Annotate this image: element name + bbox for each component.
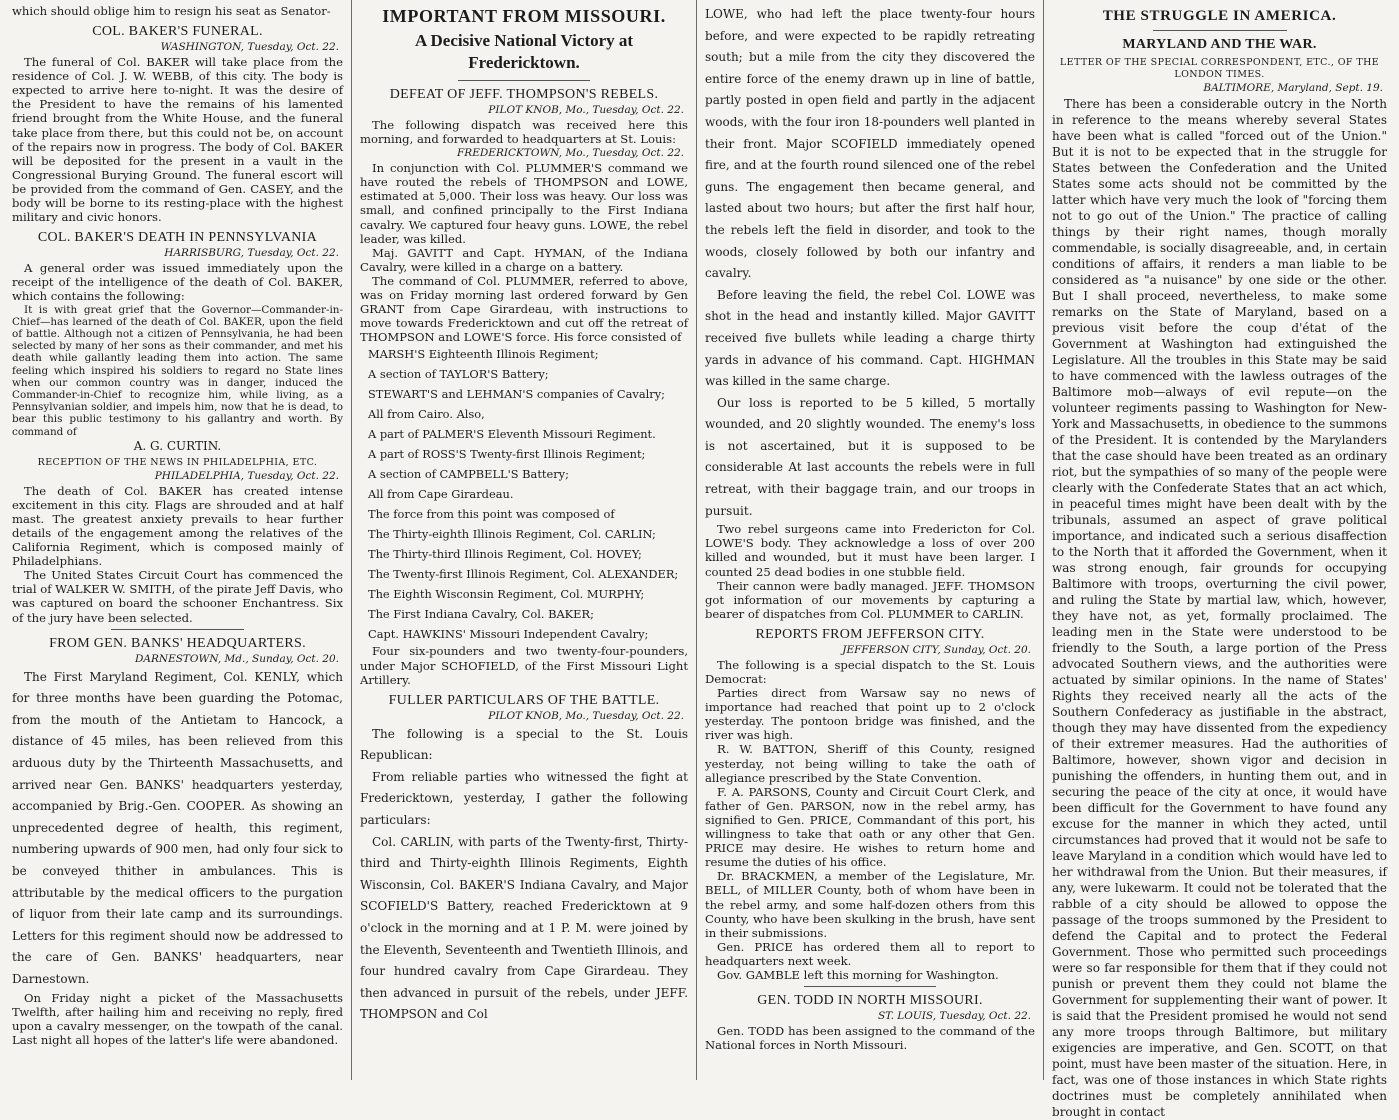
- article-paragraph: LOWE, who had left the place twenty-four hours before, and were expected to be rapidly retreating south; but a mile from the city they discovered the entire force of the enemy drawn up in line of battle, partly posted in open field and partly in the adjacent woods, with the four iron 18-pounders well planted in their front. Major SCOFIELD immediately opened fire, and at the fourth round silenced one of the rebel guns. The engagement then became general, and lasted about two hours; but after the first half hour, the rebels left the field in disorder, and took to the woods, closely followed by both our infantry and cavalry.: [705, 7, 1036, 281]
- maryland-headline: MARYLAND AND THE WAR.: [1122, 37, 1317, 52]
- column-4: [1044, 0, 1395, 1119]
- article-paragraph: The death of Col. BAKER has created intense excitement in this city. Flags are shrouded and at half mast. The greatest anxiety prevails to hear further details of the engagement among the relatives of the California Regiment, which is composed mainly of Philadelphians.: [12, 483, 343, 569]
- article-paragraph: The United States Circuit Court has commenced the trial of WALKER W. SMITH, of the pirate Jeff Davis, who was captured on board the schooner Enchantress. Six of the jury have been selected.: [12, 568, 343, 625]
- article-paragraph: Gen. TODD has been assigned to the command of the National forces in North Missouri.: [705, 1024, 1036, 1053]
- article-paragraph: Our loss is reported to be 5 killed, 5 mortally wounded, and 20 slightly wounded. The enemy's loss is not ascertained, but it is supposed to be considerable At last accounts the rebels were in full retreat, with their baggage train, and our troops in pursuit.: [705, 395, 1036, 518]
- unit-line: All from Cape Girardeau.: [368, 487, 514, 502]
- column-rule: [804, 986, 936, 987]
- article-paragraph: The following dispatch was received here this morning, and forwarded to headquarters at St. Louis:: [360, 118, 689, 147]
- article-paragraph: Two rebel surgeons came into Fredericton for Col. LOWE'S body. They acknowledge a loss of over 200 killed and wounded, but it must have been larger. I counted 25 dead bodies in one stubble field.: [705, 522, 1036, 579]
- letter-subheading: LETTER OF THE SPECIAL CORRESPONDENT, ETC., OF THE LONDON TIMES.: [1059, 57, 1380, 80]
- struggle-headline: THE STRUGGLE IN AMERICA.: [1102, 8, 1337, 24]
- unit-line: The Twenty-first Illinois Regiment, Col. ALEXANDER;: [368, 567, 679, 582]
- dateline: PILOT KNOB, Mo., Tuesday, Oct. 22.: [488, 709, 685, 722]
- article-paragraph: On Friday night a picket of the Massachusetts Twelfth, after hailing him and receiving no reply, fired upon a cavalry messenger, on the towpath of the canal. Last night all hopes of the latter's life were abandoned.: [12, 990, 343, 1047]
- dateline: ST. LOUIS, Tuesday, Oct. 22.: [877, 1010, 1032, 1023]
- todd-headline: GEN. TODD IN NORTH MISSOURI.: [757, 993, 983, 1009]
- column-3: [697, 0, 1044, 1080]
- dateline: FREDERICKTOWN, Mo., Tuesday, Oct. 22.: [457, 147, 685, 160]
- article-paragraph: In conjunction with Col. PLUMMER'S command we have routed the rebels of THOMPSON and LOWE, estimated at 5,000. Their loss was heavy. Our loss was small, and confined principally to the First Indiana cavalry. We captured four heavy guns. LOWE, the rebel leader, was killed.: [360, 161, 689, 246]
- article-paragraph: Maj. GAVITT and Capt. HYMAN, of the Indiana Cavalry, were killed in a charge on a battery.: [360, 245, 689, 274]
- jefferson-headline: REPORTS FROM JEFFERSON CITY.: [755, 626, 985, 642]
- article-paragraph: The command of Col. PLUMMER, referred to above, was on Friday morning last ordered forward by Gen GRANT from Cape Girardeau, with instructions to move towards Fredericktown and cut off the retreat of THOMPSON and LOWE'S force. His force consisted of: [360, 273, 689, 345]
- article-paragraph: R. W. BATTON, Sheriff of this County, resigned yesterday, not being willing to take the oath of allegiance prescribed by the State Convention.: [705, 742, 1036, 785]
- article-paragraph: The funeral of Col. BAKER will take place from the residence of Col. J. W. WEBB, of this city. The body is expected to arrive here to-night. It was the desire of the President to have the remains of his lamented friend brought from the White House, and the funeral take place from there, but this could not be, on account of the repairs now in progress. The body of Col. BAKER will be deposited for the present in a vault in the Congressional Burying Ground. The funeral escort will be provided from the command of Gen. CASEY, and the body will be borne to its resting-place with the highest military and civic honors.: [12, 55, 343, 225]
- article-paragraph: A general order was issued immediately upon the receipt of the intelligence of the death of Col. BAKER, which contains the following:: [12, 261, 343, 304]
- thompson-headline: DEFEAT OF JEFF. THOMPSON'S REBELS.: [389, 87, 659, 102]
- banks-headline: FROM GEN. BANKS' HEADQUARTERS.: [49, 635, 306, 651]
- dateline: DARNESTOWN, Md., Sunday, Oct. 20.: [134, 652, 339, 665]
- dateline: BALTIMORE, Maryland, Sept. 19.: [1203, 82, 1383, 94]
- article-paragraph: Parties direct from Warsaw say no news of importance had reached that point up to 2 o'clock yesterday. The pontoon bridge was finished, and the river was high.: [705, 686, 1036, 743]
- general-order-quote: It is with great grief that the Governor—Commander-in-Chief—has learned of the death of Col. BAKER, upon the field of battle. Although not a citizen of Pennsylvania, he had been selected by many of her sons as their commander, and met his death while gallantly leading them into action. The same feeling which inspired his soldiers to regard no State lines when our common country was in danger, induced the Commander-in-Chief to recognize him, while living, as a Pennsylvanian soldier, and impels him, now that he is dead, to bear this public testimony to his gallantry and worth. By command of: [12, 303, 343, 438]
- dateline: PILOT KNOB, Mo., Tuesday, Oct. 22.: [488, 104, 685, 116]
- article-paragraph: The following is a special to the St. Louis Republican:: [360, 726, 689, 763]
- article-paragraph: From reliable parties who witnessed the fight at Fredericktown, yesterday, I gather the following particulars:: [360, 769, 689, 828]
- column-rule: [458, 80, 589, 81]
- unit-line: MARSH'S Eighteenth Illinois Regiment;: [368, 347, 599, 362]
- article-paragraph: Col. CARLIN, with parts of the Twenty-first, Thirty-third and Thirty-eighth Illinois Regiments, Eighth Wisconsin, Col. BAKER'S Indiana Cavalry, and Major SCOFIELD'S Battery, reached Fredericktown at 9 o'clock in the morning and at 1 P. M. were joined by the Eleventh, Seventeenth and Twentieth Illinois, and four hundred cavalry from Cape Girardeau. They then advanced in pursuit of the rebels, under JEFF. THOMPSON and Col: [360, 834, 689, 1022]
- article-paragraph: There has been a considerable outcry in the North in reference to the means whereby several States have been what is called "forced out of the Union." But it is not to be expected that in the struggle for States between the Confederation and the United States some acts should not be committed by the latter which have very much the look of "forcing them not to go out of the Union." The practice of calling things by their right names, though morally commendable, is socially disagreeable, and, in certain conditions of affairs, it renders a man liable to be considered as "a nuisance" by one side or the other. But I shall proceed, nevertheless, to make some remarks on the State of Maryland, based on a previous visit before the coup d'état of the Government at Washington had extinguished the Legislature. All the troubles in this State may be said to have commenced with the lawless outrages of the Baltimore mob—always of evil repute—on the volunteer regiments passing to Washington for New-York and Massachusetts, in obedience to the summons of the President. It is contended by the Marylanders that the case should have been treated as an ordinary riot, but the sympathies of so many of the people were clearly with the Confederate States that an act which, in peaceful times might have been dealt with by the tribunals, assumed an aspect of grave political importance, and indicated such a serious disaffection to the North that it afforded the Government, when it was strong enough, fair grounds for occupying Baltimore with troops, overturning the civil power, and ruling the State by martial law, which, however, they have not, as yet, formally proclaimed. The leading men in the State were understood to be friendly to the South, a large portion of the Press advocated Southern views, and the authorities were actuated by similar opinions. In the name of States' Rights they received nearly all the acts of the Southern Confederacy as justifiable in the abstract, though they may have dissented from the expediency of their extremer measures. Had the authorities of Baltimore, however, shown vigor and decision in punishing the offenders, in hunting them out, and in securing the peace of the city at once, it would have been difficult for the Government to have found any excuse for the manner in which they acted, until circumstances had proved that it would not be safe to leave Maryland in a condition which would have led to her withdrawal from the Union. But their measures, if any, were lukewarm. It could not be tolerated that the rabble of a city should be allowed to oppose the passage of the troops summoned by the President to defend the Capital and to protect the Federal Government. Those who permitted such proceedings were so far responsible for them that if they could not punish or prevent them they could not blame the Government for supplementing their want of power. It is said that the President promised he would not send any more troops through Baltimore, but military exigencies are imperative, and Gen. SCOTT, on that point, must have been master of the situation. Here, in fact, was one of those instances in which State rights doctrines must be completely annihilated when brought in contact: [1052, 97, 1387, 1119]
- unit-line: A part of ROSS'S Twenty-first Illinois Regiment;: [368, 447, 646, 462]
- unit-list: [360, 344, 688, 644]
- baker-pennsylvania-headline: COL. BAKER'S DEATH IN PENNSYLVANIA: [37, 230, 318, 246]
- baker-funeral-headline: COL. BAKER'S FUNERAL.: [92, 24, 263, 40]
- dateline: JEFFERSON CITY, Sunday, Oct. 20.: [842, 643, 1032, 656]
- column-2: [352, 0, 697, 1080]
- article-paragraph: Their cannon were badly managed. JEFF. THOMSON got information of our movements by capturing a bearer of dispatches from Col. PLUMMER to CARLIN.: [705, 578, 1036, 621]
- lead-in-text: which should oblige him to resign his seat as Senator-: [12, 4, 331, 18]
- unit-line: All from Cairo. Also,: [368, 407, 485, 422]
- unit-line: A part of PALMER'S Eleventh Missouri Regiment.: [368, 427, 656, 442]
- unit-line: The First Indiana Cavalry, Col. BAKER;: [368, 607, 594, 622]
- fuller-headline: FULLER PARTICULARS OF THE BATTLE.: [388, 692, 660, 708]
- unit-line: The Eighth Wisconsin Regiment, Col. MURPHY;: [368, 587, 645, 602]
- column-1: [4, 0, 352, 1080]
- dateline: HARRISBURG, Tuesday, Oct. 22.: [164, 247, 339, 260]
- unit-line: The Thirty-eighth Illinois Regiment, Col. CARLIN;: [368, 527, 656, 542]
- unit-line: The Thirty-third Illinois Regiment, Col. HOVEY;: [368, 547, 642, 562]
- article-paragraph: Gen. PRICE has ordered them all to report to headquarters next week.: [705, 939, 1036, 968]
- article-paragraph: Before leaving the field, the rebel Col. LOWE was shot in the head and instantly killed. Major GAVITT received five bullets while leading a charge thirty yards in advance of his command. Capt. HIGHMAN was killed in the same charge.: [705, 287, 1036, 389]
- article-paragraph: Dr. BRACKMEN, a member of the Legislature, Mr. BELL, of MILLER County, both of whom have been in the rebel army, and some half-dozen others from this County, who have been skulking in the brush, have sent in their submissions.: [705, 869, 1036, 940]
- victory-deck: A Decisive National Victory at Fredericktown.: [414, 31, 634, 72]
- unit-line: STEWART'S and LEHMAN'S companies of Cavalry;: [368, 387, 665, 402]
- dateline: WASHINGTON, Tuesday, Oct. 22.: [160, 41, 339, 54]
- unit-line: A section of CAMPBELL'S Battery;: [368, 467, 569, 482]
- column-rule: [111, 629, 243, 630]
- unit-line: A section of TAYLOR'S Battery;: [368, 367, 549, 382]
- unit-line: The force from this point was composed of: [368, 507, 615, 522]
- article-paragraph: Gov. GAMBLE left this morning for Washington.: [717, 967, 999, 982]
- reception-headline: RECEPTION OF THE NEWS IN PHILADELPHIA, ETC.: [37, 456, 318, 468]
- missouri-headline: IMPORTANT FROM MISSOURI.: [382, 6, 666, 26]
- article-paragraph: The following is a special dispatch to the St. Louis Democrat:: [705, 657, 1036, 686]
- column-rule: [1153, 30, 1287, 31]
- article-paragraph: F. A. PARSONS, County and Circuit Court Clerk, and father of Gen. PARSON, now in the rebel army, has signified to Gen. PRICE, Commandant of this port, his willingness to take that oath or any other that Gen. PRICE may desire. He wishes to return home and resume the duties of his office.: [705, 784, 1036, 870]
- dateline: PHILADELPHIA, Tuesday, Oct. 22.: [154, 469, 339, 482]
- article-paragraph: Four six-pounders and two twenty-four-pounders, under Major SCHOFIELD, of the First Missouri Light Artillery.: [360, 644, 689, 687]
- signature: A. G. CURTIN.: [133, 438, 222, 453]
- article-paragraph: The First Maryland Regiment, Col. KENLY, which for three months have been guarding the Potomac, from the mouth of the Antietam to Hancock, a distance of 45 miles, has been relieved from this arduous duty by the Thirteenth Massachusetts, and arrived near Gen. BANKS' headquarters yesterday, accompanied by Brig.-Gen. COOPER. As showing an unprecedented degree of health, this regiment, numbering upwards of 900 men, had only four sick to be conveyed thither in ambulances. This is attributable by the medical officers to the purgation of liquor from their late camp and its surroundings. Letters for this regiment should now be addressed to the care of Gen. BANKS' headquarters, near Darnestown.: [12, 669, 343, 986]
- unit-line: Capt. HAWKINS' Missouri Independent Cavalry;: [368, 627, 649, 642]
